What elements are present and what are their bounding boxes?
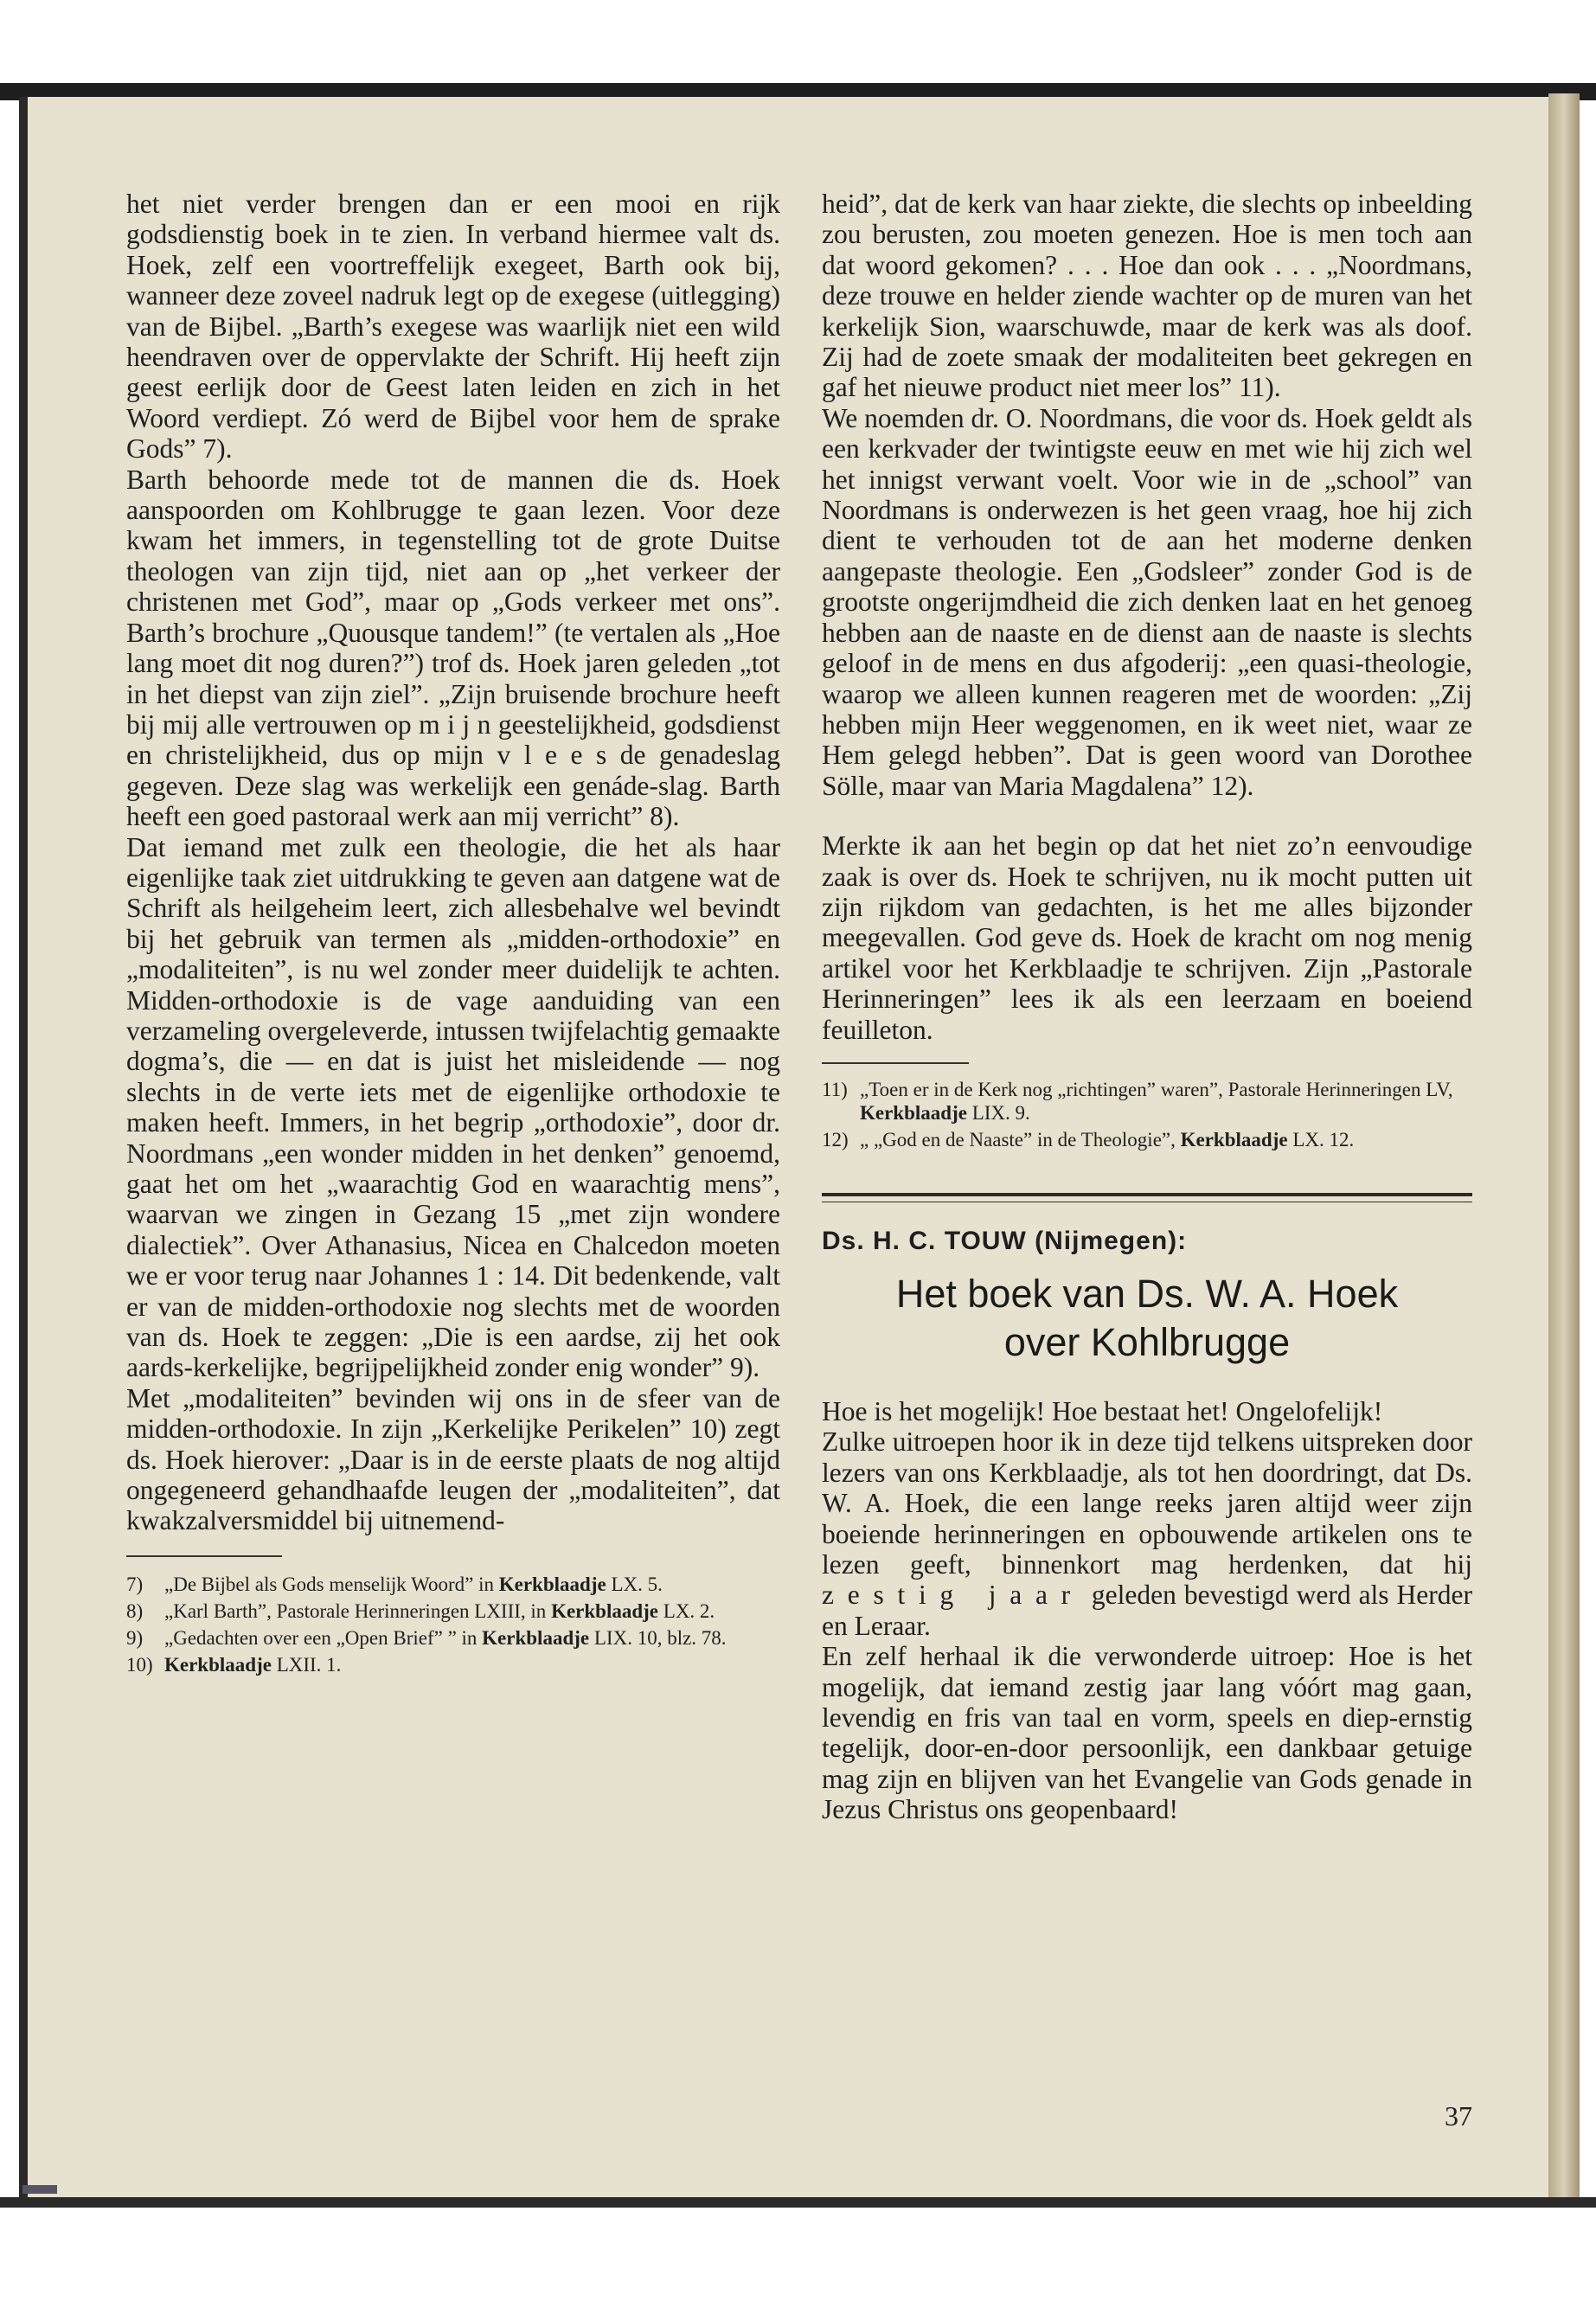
footnotes-right [822, 1078, 1472, 1151]
spaced-emphasis: zestig jaar [822, 1580, 1084, 1611]
spine-mark [22, 2185, 57, 2194]
footnote: 11) „Toen er in de Kerk nog „richtingen” waren”, Pastorale Herinneringen LV, Kerkblaadje LIX. 9. [822, 1078, 1453, 1124]
paragraph: Zulke uitroepen hoor ik in deze tijd telkens uitspreken door lezers van ons Kerkblaadje, als tot hen doordringt, dat Ds. W. A. Hoek, die een lange reeks jaren altijd weer zijn boeiende herinneringen en opbouwende artikelen ons te lezen geeft, binnenkort mag herdenken, dat hij zestig jaar geleden bevestigd werd als Herder en Leraar. [822, 1426, 1472, 1641]
page-binding-edge [1548, 93, 1580, 2201]
right-column [822, 189, 1472, 1825]
paragraph: Hoe is het mogelijk! Hoe bestaat het! Ongelofelijk! [822, 1395, 1383, 1426]
article-divider [822, 1193, 1472, 1202]
article-title-line: over Kohlbrugge [1003, 1319, 1291, 1364]
paragraph-gap [822, 801, 1472, 830]
right-body [822, 189, 1472, 1045]
scan-bottom-edge [0, 2197, 1596, 2208]
paragraph: heid”, dat de kerk van haar ziekte, die slechts op inbeelding zou berusten, zou moeten genezen. Hoe is men toch aan dat woord gekomen? . . . Hoe dan ook . . . „Noordmans, deze trouwe en helder ziende wachter op de muren van het kerkelijk Sion, waarschuwde, maar de kerk was als doof. Zij had de zoete smaak der modaliteiten beet gekregen en gaf het nieuwe product niet meer los” 11). [822, 189, 1472, 403]
scan-background [0, 0, 1596, 85]
paragraph: Dat iemand met zulk een theologie, die het als haar eigenlijke taak ziet uitdrukking te geven aan datgene wat de Schrift als heilgeheim leert, zich allesbehalve wel bevindt bij het gebruik van termen als „midden-orthodoxie” en „modaliteiten”, is nu wel zonder meer duidelijk te achten. Midden-orthodoxie is de vage aanduiding van een verzameling overgeleverde, intussen twijfelachtig gemaakte dogma’s, die — en dat is juist het misleidende — nog slechts in de verte iets met de eigenlijke orthodoxie te maken heeft. Immers, in het begrip „orthodoxie”, door dr. Noordmans „een wonder midden in het denken” genoemd, gaat het om het „waarachtig God en waarachtig mens”, waarvan we zingen in Gezang 15 „met zijn wondere dialectiek”. Over Athanasius, Nicea en Chalcedon moeten we er voor terug naar Johannes 1 : 14. Dit bedenkende, valt er van de midden-orthodoxie nog slechts met de woorden van ds. Hoek te zeggen: „Die is een aardse, zij het ook aards-kerkelijke, begrijpelijkheid zonder enig wonder” 9). [126, 831, 780, 1383]
footnote: 7) „De Bijbel als Gods menselijk Woord” in Kerkblaadje LX. 5. [126, 1573, 663, 1595]
left-column [126, 189, 780, 1680]
footnote: 8) „Karl Barth”, Pastorale Herinneringen LXIII, in Kerkblaadje LX. 2. [126, 1599, 715, 1622]
article-author: Ds. H. C. TOUW (Nijmegen): [822, 1226, 1188, 1255]
paragraph: En zelf herhaal ik die verwonderde uitroep: Hoe is het mogelijk, dat iemand zestig jaar lang vóórt mag gaan, levendig en fris van taal en vorm, speels en diep-ernstig tegelijk, door-en-door persoonlijk, een dankbaar getuige mag zijn en blijven van het Evangelie van Gods genade in Jezus Christus ons geopenbaard! [822, 1641, 1472, 1825]
left-body [126, 189, 780, 1536]
article-title [822, 1270, 1472, 1367]
footnotes-left [126, 1573, 780, 1676]
article-body [822, 1396, 1472, 1825]
page-number: 37 [1445, 2100, 1472, 2131]
footnote: 9) „Gedachten over een „Open Brief” ” in Kerkblaadje LIX. 10, blz. 78. [126, 1626, 727, 1649]
footnote-divider [822, 1062, 969, 1064]
paragraph: Merkte ik aan het begin op dat het niet zo’n eenvoudige zaak is over ds. Hoek te schrijven, nu ik mocht putten uit zijn rijkdom van gedachten, is het me alles bijzonder meegevallen. God geve ds. Hoek de kracht om nog menig artikel voor het Kerkblaadje te schrijven. Zijn „Pastorale Herinneringen” lees ik als een leerzaam en boeiend feuilleton. [822, 830, 1472, 1045]
footnote-divider [126, 1555, 282, 1557]
footnote: 10) Kerkblaadje LXII. 1. [126, 1653, 342, 1676]
paragraph: Barth behoorde mede tot de mannen die ds. Hoek aanspoorden om Kohlbrugge te gaan lezen. Voor deze kwam het immers, in tegenstelling tot de grote Duitse theologen van zijn tijd, niet aan op „het verkeer der christenen met God”, maar op „Gods verkeer met ons”. Barth’s brochure „Quousque tandem!” (te vertalen als „Hoe lang moet dit nog duren?”) trof ds. Hoek jaren geleden „tot in het diepst van zijn ziel”. „Zijn bruisende brochure heeft bij mij alle vertrouwen op m i j n geestelijkheid, godsdienst en christelijkheid, dus op mijn v l e e s de genadeslag gegeven. Deze slag was werkelijk een genáde-slag. Barth heeft een goed pastoraal werk aan mij verricht” 8). [126, 464, 780, 832]
paragraph: Met „modaliteiten” bevinden wij ons in de sfeer van de midden-orthodoxie. In zijn „Kerkelijke Perikelen” 10) zegt ds. Hoek hierover: „Daar is in de eerste plaats de nog altijd ongegeneerd gehandhaafde leugen der „modaliteiten”, dat kwakzalversmiddel bij uitnemend- [126, 1382, 780, 1536]
paragraph: We noemden dr. O. Noordmans, die voor ds. Hoek geldt als een kerkvader der twintigste eeuw en met wie hij zich wel het innigst verwant voelt. Voor wie in de „school” van Noordmans is onderwezen is het geen vraag, hoe hij zich dient te verhouden tot de aan het moderne denken aangepaste theologie. Een „Godsleer” zonder God is de grootste ongerijmdheid die zich denken laat en het genoeg hebben aan de naaste en de dienst aan de naaste is slechts geloof in de mens en dus afgoderij: „een quasi-theologie, waarop we alleen kunnen reageren met de woorden: „Zij hebben mijn Heer weggenomen, en ik weet niet, waar ze Hem gelegd hebben”. Dat is geen woord van Dorothee Sölle, maar van Maria Magdalena” 12). [822, 402, 1472, 801]
footnote: 12) „ „God en de Naaste” in de Theologie”, Kerkblaadje LX. 12. [822, 1128, 1355, 1150]
article-title-line: Het boek van Ds. W. A. Hoek [895, 1271, 1399, 1316]
paragraph: het niet verder brengen dan er een mooi en rijk godsdienstig boek in te zien. In verband hiermee valt ds. Hoek, zelf een voortreffelijk exegeet, Barth ook bij, wanneer deze zoveel nadruk legt op de exegese (uitlegging) van de Bijbel. „Barth’s exegese was waarlijk niet een wild heendraven over de oppervlakte der Schrift. Hij heeft zijn geest eerlijk door de Geest laten leiden en zich in het Woord verdiept. Zó werd de Bijbel voor hem de sprake Gods” 7). [126, 189, 780, 465]
